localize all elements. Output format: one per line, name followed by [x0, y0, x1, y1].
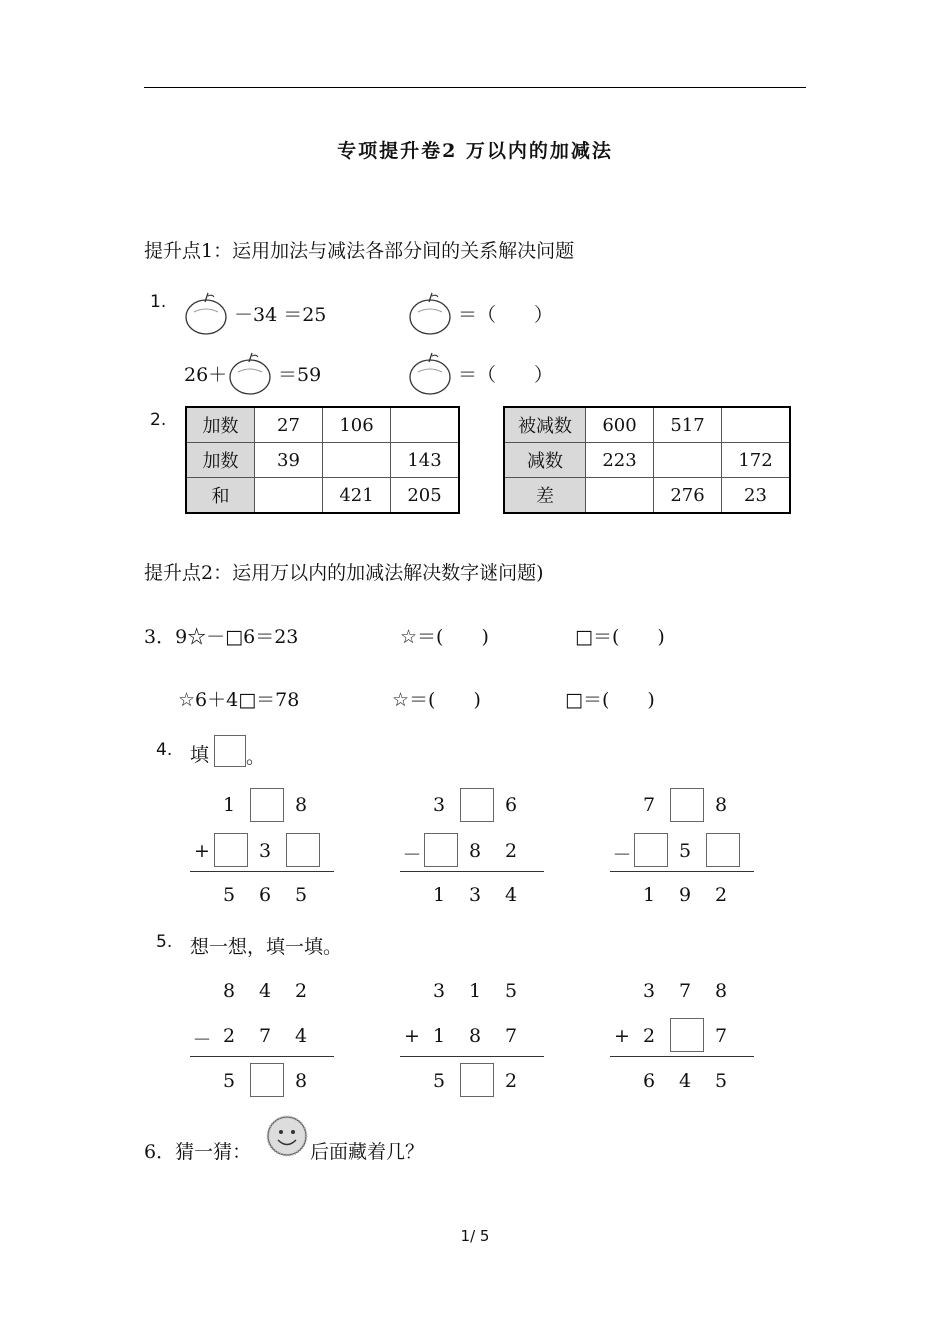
q3-line2-box-answer[interactable]: □＝( )	[565, 689, 655, 711]
digit: 8	[294, 1070, 308, 1092]
table-cell[interactable]	[654, 443, 722, 478]
table-cell: 517	[654, 407, 722, 443]
digit: 6	[504, 794, 518, 816]
q1-eq2-suffix: ＝59	[278, 364, 322, 386]
section-2-heading: 提升点2：运用万以内的加减法解决数字谜问题)	[144, 562, 544, 584]
q3-line2-star-answer[interactable]: ☆＝( )	[392, 689, 481, 711]
table-cell: 223	[586, 443, 654, 478]
table-cell: 被减数	[504, 407, 586, 443]
digit: 7	[642, 794, 656, 816]
digit: 5	[504, 980, 518, 1002]
sum-line	[610, 1056, 754, 1057]
digit: 5	[222, 1070, 236, 1092]
table-cell: 276	[654, 478, 722, 514]
q4-label: 填	[190, 744, 210, 766]
sum-line	[400, 871, 544, 872]
q4-number: 4.	[156, 740, 173, 760]
digit: 4	[294, 1025, 308, 1047]
digit: 7	[678, 980, 692, 1002]
table-cell: 加数	[186, 443, 255, 478]
q6-suffix: 后面藏着几？	[310, 1141, 425, 1163]
table-cell: 106	[323, 407, 391, 443]
q3-line1-star-answer[interactable]: ☆＝( )	[400, 626, 489, 648]
digit: 3	[258, 840, 272, 862]
sum-line	[190, 871, 334, 872]
table-cell[interactable]	[391, 407, 460, 443]
q3-line1: 3．9☆－□6＝23	[144, 626, 299, 648]
digit: 3	[432, 980, 446, 1002]
digit: 1	[432, 1025, 446, 1047]
operator: －	[402, 844, 422, 866]
table-cell: 和	[186, 478, 255, 514]
table-cell: 减数	[504, 443, 586, 478]
digit: 2	[504, 1070, 518, 1092]
operator: +	[194, 840, 210, 862]
table-row	[186, 478, 459, 514]
answer-box[interactable]	[634, 833, 668, 867]
table-cell[interactable]	[722, 407, 791, 443]
page-number: 1/ 5	[460, 1227, 490, 1245]
sum-line	[190, 1056, 334, 1057]
q5-number: 5.	[156, 932, 173, 952]
table-row	[504, 407, 790, 443]
q1-eq2-prefix: 26＋	[184, 364, 228, 386]
answer-box[interactable]	[286, 833, 320, 867]
q3-line2: ☆6＋4□＝78	[178, 689, 300, 711]
digit: 8	[468, 840, 482, 862]
digit: 3	[642, 980, 656, 1002]
digit: 8	[714, 980, 728, 1002]
digit: 5	[678, 840, 692, 862]
smiley-face-icon	[266, 1115, 308, 1157]
top-rule	[144, 87, 806, 88]
q2-number: 2.	[150, 410, 167, 430]
digit: 4	[504, 884, 518, 906]
table-cell: 600	[586, 407, 654, 443]
digit: 7	[504, 1025, 518, 1047]
digit: 1	[468, 980, 482, 1002]
operator: －	[192, 1029, 212, 1051]
digit: 5	[714, 1070, 728, 1092]
table-cell: 39	[255, 443, 323, 478]
table-cell: 差	[504, 478, 586, 514]
digit: 9	[678, 884, 692, 906]
digit: 2	[294, 980, 308, 1002]
table-cell: 143	[391, 443, 460, 478]
digit: 3	[468, 884, 482, 906]
answer-box[interactable]	[250, 788, 284, 822]
table-row	[504, 443, 790, 478]
sum-line	[610, 871, 754, 872]
operator: －	[612, 844, 632, 866]
q5-label: 想一想，填一填。	[190, 936, 343, 958]
operator: +	[404, 1025, 420, 1047]
apple-icon	[228, 350, 274, 396]
q1-answer-2[interactable]: ＝（ ）	[458, 364, 554, 386]
digit: 2	[222, 1025, 236, 1047]
q4-suffix: 。	[246, 746, 266, 768]
answer-box[interactable]	[706, 833, 740, 867]
digit: 8	[468, 1025, 482, 1047]
table-cell: 172	[722, 443, 791, 478]
digit: 2	[642, 1025, 656, 1047]
q1-eq1-text: －34 ＝25	[234, 304, 327, 326]
digit: 5	[432, 1070, 446, 1092]
digit: 7	[714, 1025, 728, 1047]
table-cell: 23	[722, 478, 791, 514]
table-cell: 27	[255, 407, 323, 443]
table-cell[interactable]	[586, 478, 654, 514]
answer-box[interactable]	[670, 788, 704, 822]
digit: 8	[294, 794, 308, 816]
digit: 3	[432, 794, 446, 816]
table-cell: 加数	[186, 407, 255, 443]
table-cell: 421	[323, 478, 391, 514]
sum-line	[400, 1056, 544, 1057]
digit: 4	[258, 980, 272, 1002]
digit: 2	[504, 840, 518, 862]
table-row	[186, 407, 459, 443]
table-cell[interactable]	[255, 478, 323, 514]
answer-box[interactable]	[460, 1063, 494, 1097]
digit: 1	[432, 884, 446, 906]
table-cell[interactable]	[323, 443, 391, 478]
digit: 5	[294, 884, 308, 906]
answer-box[interactable]	[214, 833, 248, 867]
addition-table	[185, 406, 460, 514]
digit: 4	[678, 1070, 692, 1092]
answer-box[interactable]	[424, 833, 458, 867]
table-row	[504, 478, 790, 514]
apple-icon	[408, 290, 454, 336]
page-title: 专项提升卷2 万以内的加减法	[337, 140, 613, 162]
q6-prefix: 6．猜一猜：	[144, 1141, 252, 1163]
table-row	[186, 443, 459, 478]
digit: 5	[222, 884, 236, 906]
answer-box[interactable]	[670, 1018, 704, 1052]
subtraction-table	[503, 406, 791, 514]
apple-icon	[184, 290, 230, 336]
answer-box[interactable]	[250, 1063, 284, 1097]
section-1-heading: 提升点1：运用加法与减法各部分间的关系解决问题	[144, 240, 575, 262]
apple-icon	[408, 350, 454, 396]
digit: 7	[258, 1025, 272, 1047]
answer-box	[214, 735, 246, 767]
answer-box[interactable]	[460, 788, 494, 822]
digit: 8	[222, 980, 236, 1002]
q1-answer-1[interactable]: ＝（ ）	[458, 304, 554, 326]
operator: +	[614, 1025, 630, 1047]
digit: 2	[714, 884, 728, 906]
q1-number: 1.	[150, 292, 167, 312]
digit: 6	[258, 884, 272, 906]
digit: 8	[714, 794, 728, 816]
digit: 6	[642, 1070, 656, 1092]
digit: 1	[222, 794, 236, 816]
q3-line1-box-answer[interactable]: □＝( )	[575, 626, 665, 648]
table-cell: 205	[391, 478, 460, 514]
digit: 1	[642, 884, 656, 906]
